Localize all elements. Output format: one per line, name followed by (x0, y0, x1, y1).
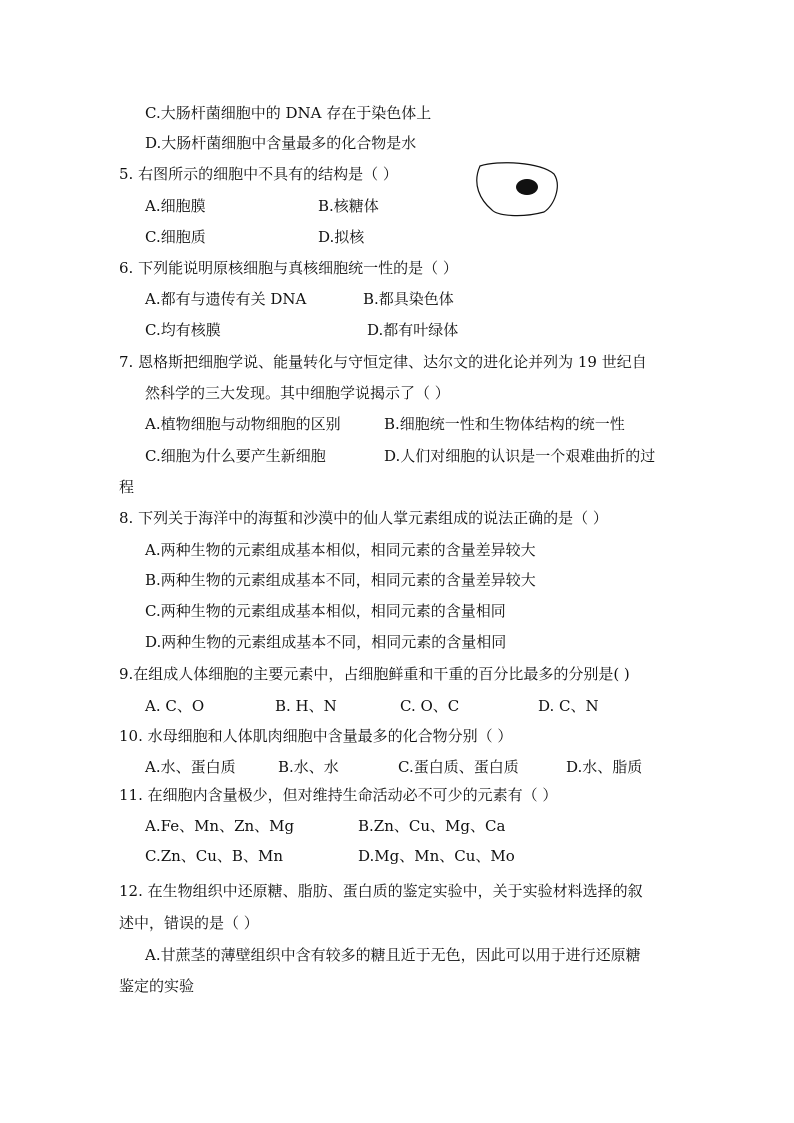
q10-option-a: A.水、蛋白质 (145, 758, 236, 776)
q10-option-d: D.水、脂质 (566, 758, 643, 776)
q7-option-d-cont: 程 (119, 478, 135, 496)
q11-option-a: A.Fe、Mn、Zn、Mg (145, 817, 295, 835)
q7-option-d: D.人们对细胞的认识是一个艰难曲折的过 (384, 447, 656, 465)
q5-option-a: A.细胞膜 (145, 197, 206, 215)
q5-option-d: D.拟核 (318, 228, 365, 246)
q11-option-d: D.Mg、Mn、Cu、Mo (358, 847, 515, 865)
q12-stem-line2: 述中，错误的是（ ） (119, 914, 259, 932)
q9-option-d: D. C、N (538, 697, 599, 715)
q8-option-a: A.两种生物的元素组成基本相似，相同元素的含量差异较大 (145, 541, 536, 559)
q9-stem: 9.在组成人体细胞的主要元素中，占细胞鲜重和干重的百分比最多的分别是( ) (119, 665, 630, 683)
cell-diagram (470, 158, 562, 218)
q8-option-c: C.两种生物的元素组成基本相似，相同元素的含量相同 (145, 602, 506, 620)
q5-option-b: B.核糖体 (318, 197, 379, 215)
q12-stem-line1: 12. 在生物组织中还原糖、脂肪、蛋白质的鉴定实验中，关于实验材料选择的叙 (119, 882, 643, 900)
q8-option-b: B.两种生物的元素组成基本不同，相同元素的含量差异较大 (145, 571, 536, 589)
q11-option-c: C.Zn、Cu、B、Mn (145, 847, 283, 865)
q6-stem: 6. 下列能说明原核细胞与真核细胞统一性的是（ ） (119, 259, 458, 277)
q7-option-c: C.细胞为什么要产生新细胞 (145, 447, 326, 465)
q7-option-b: B.细胞统一性和生物体结构的统一性 (384, 415, 625, 433)
q6-option-d: D.都有叶绿体 (367, 321, 459, 339)
cell-dark-spot (516, 179, 538, 195)
q7-stem-line2: 然科学的三大发现。其中细胞学说揭示了（ ） (145, 384, 450, 402)
q9-option-c: C. O、C (400, 697, 460, 715)
q10-option-c: C.蛋白质、蛋白质 (398, 758, 519, 776)
q7-stem-line1: 7. 恩格斯把细胞学说、能量转化与守恒定律、达尔文的进化论并列为 19 世纪自 (119, 353, 647, 371)
q11-option-b: B.Zn、Cu、Mg、Ca (358, 817, 506, 835)
q8-option-d: D.两种生物的元素组成基本不同，相同元素的含量相同 (145, 633, 507, 651)
q5-stem: 5. 右图所示的细胞中不具有的结构是（ ） (119, 165, 398, 183)
q7-option-a: A.植物细胞与动物细胞的区别 (145, 415, 341, 433)
q4-option-c: C.大肠杆菌细胞中的 DNA 存在于染色体上 (145, 104, 432, 122)
q9-option-b: B. H、N (275, 697, 337, 715)
q8-stem: 8. 下列关于海洋中的海蜇和沙漠中的仙人掌元素组成的说法正确的是（ ） (119, 509, 608, 527)
q11-stem: 11. 在细胞内含量极少，但对维持生命活动必不可少的元素有（ ） (119, 786, 558, 804)
q6-option-c: C.均有核膜 (145, 321, 221, 339)
q4-option-d: D.大肠杆菌细胞中含量最多的化合物是水 (145, 134, 417, 152)
q5-option-c: C.细胞质 (145, 228, 206, 246)
q10-stem: 10. 水母细胞和人体肌肉细胞中含量最多的化合物分别（ ） (119, 727, 513, 745)
q6-option-b: B.都具染色体 (363, 290, 454, 308)
q6-option-a: A.都有与遗传有关 DNA (145, 290, 307, 308)
q9-option-a: A. C、O (145, 697, 205, 715)
q12-option-a-cont: 鉴定的实验 (119, 977, 195, 995)
q10-option-b: B.水、水 (278, 758, 339, 776)
q12-option-a: A.甘蔗茎的薄壁组织中含有较多的糖且近于无色，因此可以用于进行还原糖 (145, 946, 641, 964)
